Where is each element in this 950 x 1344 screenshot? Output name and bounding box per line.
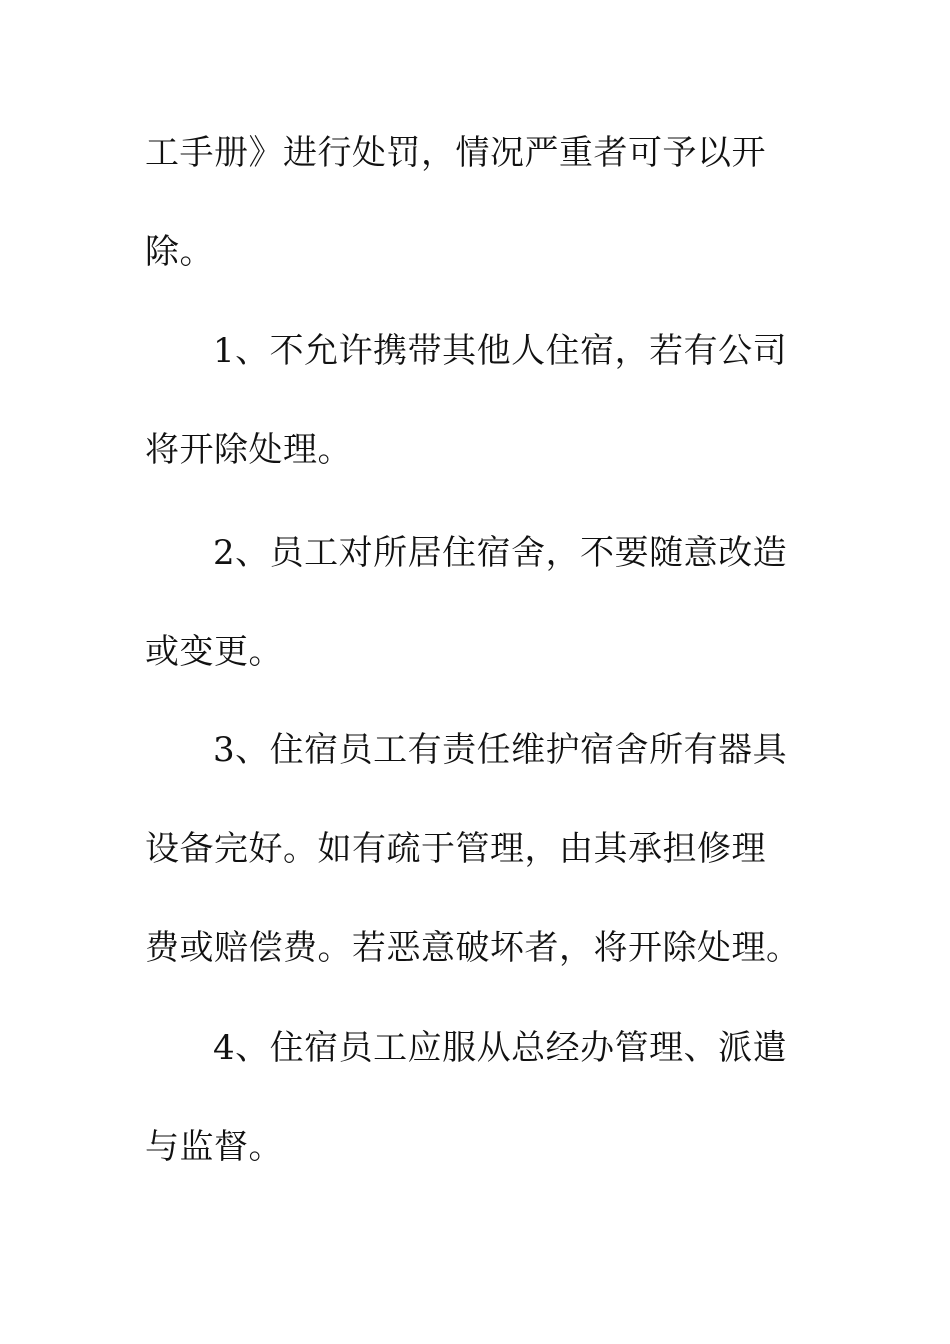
text-line: 设备完好。如有疏于管理，由其承担修理	[145, 829, 766, 869]
text-line: 工手册》进行处罚，情况严重者可予以开	[145, 133, 766, 173]
text-line: 将开除处理。	[145, 430, 352, 470]
list-item-3: 3、住宿员工有责任维护宿舍所有器具	[213, 730, 788, 770]
text-line: 费或赔偿费。若恶意破坏者，将开除处理。	[145, 928, 801, 968]
list-item-4: 4、住宿员工应服从总经办管理、派遣	[213, 1028, 788, 1068]
list-item-1: 1、不允许携带其他人住宿，若有公司	[213, 331, 788, 371]
text-line: 与监督。	[145, 1127, 283, 1167]
list-item-2: 2、员工对所居住宿舍，不要随意改造	[213, 533, 788, 573]
text-line: 除。	[145, 232, 214, 272]
text-line: 或变更。	[145, 632, 283, 672]
